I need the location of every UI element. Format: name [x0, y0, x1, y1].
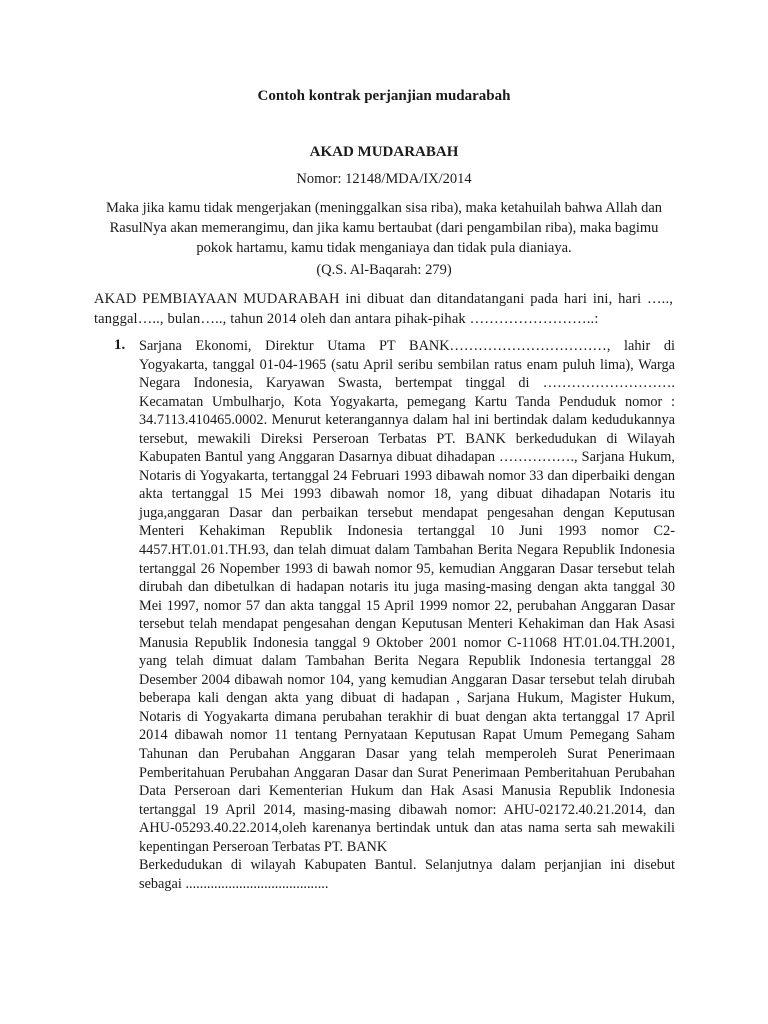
party-domicile: Berkedudukan di wilayah Kabupaten Bantul. Selanjutnya dalam perjanjian ini disebut sebagai ........................................	[139, 857, 675, 892]
party-description: Sarjana Ekonomi, Direktur Utama PT BANK……………………………, lahir di Yogyakarta, tanggal 01-04-1965 (satu April seribu sembilan ratus enam puluh lima), Warga Negara Indonesia, Karyawan Swasta, bertempat tinggal di ………………………. Kecamatan Umbulharjo, Kota Yogyakarta, pemegang Kartu Tanda Penduduk nomor : 34.7113.410465.0002. Menurut keterangannya dalam hal ini bertindak dalam kedudukannya tersebut, mewakili Direksi Perseroan Terbatas PT. BANK berkedudukan di Wilayah Kabupaten Bantul yang Anggaran Dasarnya dibuat dihadapan ……………., Sarjana Hukum, Notaris di Yogyakarta, tertanggal 24 Februari 1993 dibawah nomor 33 dan diperbaiki dengan akta tertanggal 15 Mei 1993 dibawah nomor 18, yang dibuat dihadapan Notaris itu juga,anggaran Dasar dan perbaikan tersebut mendapat pengesahan dengan Keputusan Menteri Kehakiman Republik Indonesia tertanggal 10 Juni 1993 nomor C2-4457.HT.01.01.TH.93, dan telah dimuat dalam Tambahan Berita Negara Republik Indonesia tertanggal 26 Nopember 1993 di bawah nomor 95, kemudian Anggaran Dasar tersebut telah dirubah dan dibetulkan di hadapan notaris itu juga masing-masing dengan akta tanggal 30 Mei 1997, nomor 57 dan akta tanggal 15 April 1999 nomor 22, perubahan Anggaran Dasar tersebut telah mendapat pengesahan dengan Keputusan Menteri Kehakiman dan Hak Asasi Manusia Republik Indonesia tanggal 9 Oktober 2001 nomor C-11068 HT.01.04.TH.2001, yang telah dimuat dalam Tambahan Berita Negara Republik Indonesia tertanggal 28 Desember 2004 dibawah nomor 104, yang kemudian Anggaran Dasar tersebut telah dirubah beberapa kali dengan akta yang dibuat di hadapan , Sarjana Hukum, Magister Hukum, Notaris di Yogyakarta dimana perubahan terakhir di buat dengan akta tertanggal 17 April 2014 dibawah nomor 11 tentang Pernyataan Keputusan Rapat Umum Pemegang Saham Tahunan dan Perubahan Anggaran Dasar yang telah memperoleh Surat Penerimaan Pemberitahuan Perubahan Anggaran Dasar dan Surat Penerimaan Pemberitahuan Perubahan Data Perseroan dari Kementerian Hukum dan Hak Asasi Manusia Republik Indonesia tertanggal 19 April 2014, masing-masing dibawah nomor: AHU-02172.40.21.2014, dan AHU-05293.40.22.2014,oleh karenanya bertindak untuk dan atas nama serta sah mewakili kepentingan Perseroan Terbatas PT. BANK	[139, 338, 675, 855]
list-item-number: 1.	[114, 337, 126, 353]
document-title: Contoh kontrak perjanjian mudarabah	[257, 88, 511, 104]
contract-number: Nomor: 12148/MDA/IX/2014	[296, 171, 472, 187]
quote-source: (Q.S. Al-Baqarah: 279)	[316, 262, 452, 278]
akad-heading: AKAD MUDARABAH	[309, 144, 459, 160]
intro-paragraph: AKAD PEMBIAYAAN MUDARABAH ini dibuat dan ditandatangani pada hari ini, hari ….., tanggal….., bulan….., tahun 2014 oleh dan antara pihak-pihak ……………………..:	[94, 291, 673, 327]
list-item-body	[139, 337, 675, 893]
quran-quote: Maka jika kamu tidak mengerjakan (meninggalkan sisa riba), maka ketahuilah bahwa Allah dan RasulNya akan memerangimu, dan jika kamu bertaubat (dari pengambilan riba), maka bagimu pokok hartamu, kamu tidak menganiaya dan tidak pula dianiaya.	[105, 200, 663, 256]
